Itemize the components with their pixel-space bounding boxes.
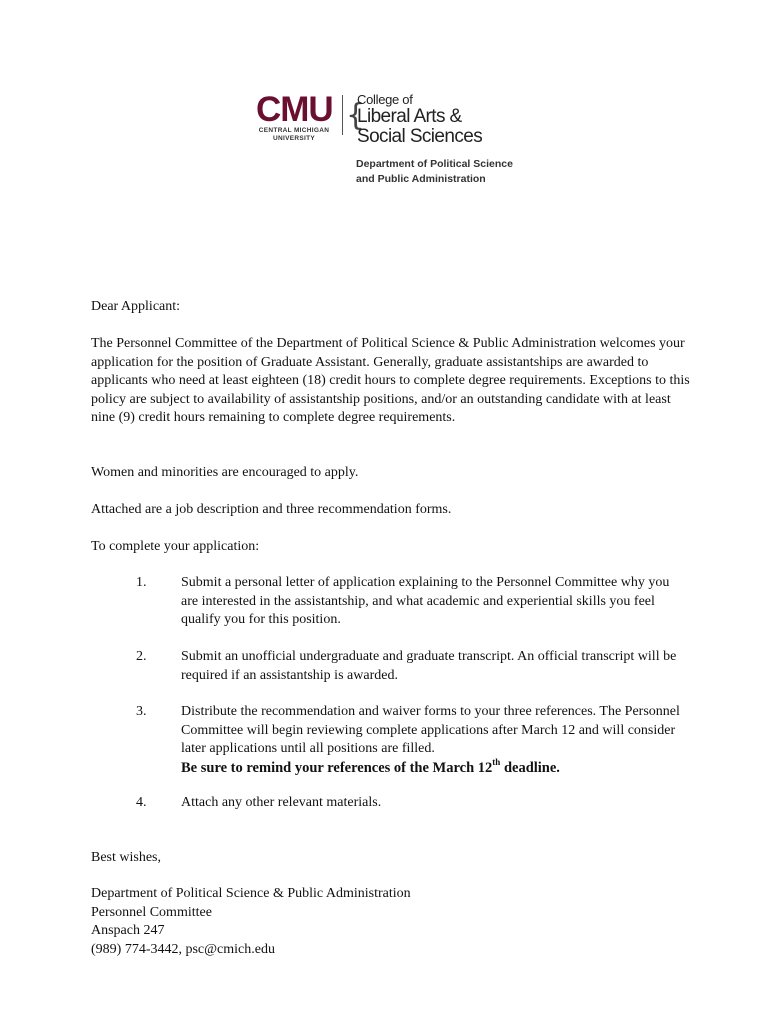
college-name-line1: Liberal Arts &: [357, 106, 462, 127]
closing: Best wishes,: [91, 850, 161, 865]
department-name-line2: and Public Administration: [356, 173, 486, 185]
equal-opportunity-paragraph: Women and minorities are encouraged to apply.: [91, 465, 359, 480]
salutation: Dear Applicant:: [91, 299, 181, 314]
step-text: Submit an unofficial undergraduate and graduate transcript. An official transcript will be required if an assistantship is awarded.: [181, 649, 677, 683]
step-number: 3.: [136, 704, 147, 719]
deadline-reminder-text: Be sure to remind your references of the March 12: [181, 759, 493, 776]
deadline-reminder-end: deadline.: [500, 759, 560, 776]
college-prefix: College of: [357, 92, 413, 107]
step-number: 2.: [136, 649, 147, 664]
attachments-paragraph: Attached are a job description and three recommendation forms.: [91, 502, 452, 517]
instructions-heading: To complete your application:: [91, 539, 260, 554]
university-name-line1: CENTRAL MICHIGAN: [258, 127, 330, 134]
letterhead: [256, 90, 546, 193]
signature-office: Anspach 247: [91, 923, 165, 938]
college-name-line2: Social Sciences: [357, 126, 483, 147]
step-text: Distribute the recommendation and waiver forms to your three references. The Personnel Committee will begin reviewing complete applications after March 12 and will consider later applications until all positions are filled.: [181, 704, 680, 756]
ordinal-suffix: th: [492, 756, 501, 767]
step-text: Submit a personal letter of application explaining to the Personnel Committee why you are interested in the assistantship, and what academic and experiential skills you feel qualify you for this position.: [181, 575, 670, 627]
intro-paragraph: The Personnel Committee of the Department of Political Science & Public Administration welcomes your application for the position of Graduate Assistant. Generally, graduate assistantships are awarded to applicants who need at least eighteen (18) credit hours to complete degree requirements. Exceptions to this policy are subject to availability of assistantship positions, and/or an outstanding candidate with at least nine (9) credit hours remaining to complete degree requirements.: [91, 336, 690, 425]
step-number: 4.: [136, 795, 147, 810]
cmu-logo: CMU: [256, 90, 333, 129]
step-block: [181, 703, 681, 777]
signature-contact: (989) 774-3442, psc@cmich.edu: [91, 942, 275, 957]
signature-committee: Personnel Committee: [91, 905, 212, 920]
deadline-reminder: [181, 756, 681, 778]
department-name-line1: Department of Political Science: [356, 158, 513, 170]
university-name-line2: UNIVERSITY: [272, 135, 315, 142]
signature-department: Department of Political Science & Public Administration: [91, 886, 411, 901]
logo-divider: [342, 95, 343, 135]
step-text: Attach any other relevant materials.: [181, 795, 382, 810]
brace-icon: {: [346, 98, 366, 133]
step-number: 1.: [136, 575, 147, 590]
